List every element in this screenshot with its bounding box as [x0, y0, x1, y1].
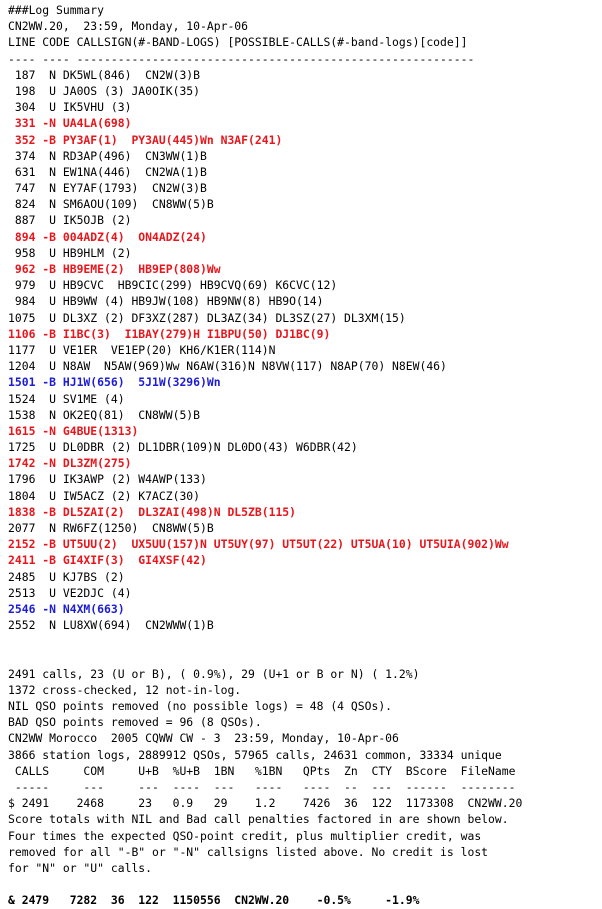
- log-row: 1204 U N8AW N5AW(969)Ww N6AW(316)N N8VW(117) N8AP(70) N8EW(46): [8, 359, 447, 374]
- log-row: 962 -B HB9EME(2) HB9EP(808)Ww: [8, 262, 221, 276]
- log-row: 958 U HB9HLM (2): [8, 245, 132, 260]
- summary-bad-points: BAD QSO points removed = 96 (8 QSOs).: [8, 715, 262, 730]
- stats-rule: ----- --- --- ---- --- ---- ---- -- --- ------ --------: [8, 780, 516, 794]
- log-row: 1796 U IK3AWP (2) W4AWP(133): [8, 472, 207, 487]
- note-line: Score totals with NIL and Bad call penalties factored in are shown below.: [8, 812, 509, 827]
- log-row: 2485 U KJ7BS (2): [8, 569, 125, 584]
- note-line: Four times the expected QSO-point credit, plus multiplier credit, was: [8, 828, 482, 843]
- spacer: [8, 876, 522, 892]
- log-row: 2152 -B UT5UU(2) UX5UU(157)N UT5UY(97) UT5UT(22) UT5UA(10) UT5UIA(902)Ww: [8, 537, 509, 552]
- spacer: [8, 633, 522, 649]
- log-row: 979 U HB9CVC HB9CIC(299) HB9CVQ(69) K6CVC(12): [8, 278, 338, 293]
- log-row: 187 N DK5WL(846) CN2W(3)B: [8, 67, 201, 82]
- log-row: 1538 N OK2EQ(81) CN8WW(5)B: [8, 407, 201, 422]
- log-row: 1106 -B I1BC(3) I1BAY(279)H I1BPU(50) DJ1BC(9): [8, 326, 331, 341]
- summary-station-info: CN2WW Morocco 2005 CQWW CW - 3 23:59, Monday, 10-Apr-06: [8, 731, 399, 746]
- spacer: [8, 650, 522, 666]
- report-title: ###Log Summary: [8, 3, 105, 17]
- log-row: 1075 U DL3XZ (2) DF3XZ(287) DL3AZ(34) DL3SZ(27) DL3XM(15): [8, 310, 406, 325]
- log-row: 1615 -N G4BUE(1313): [8, 423, 139, 438]
- stats-header: CALLS COM U+B %U+B 1BN %1BN QPts Zn CTY BScore FileName: [8, 763, 516, 778]
- log-row: 2077 N RW6FZ(1250) CN8WW(5)B: [8, 521, 214, 535]
- summary-station-logs: 3866 station logs, 2889912 QSOs, 57965 calls, 24631 common, 33334 unique: [8, 747, 502, 762]
- log-row: 1804 U IW5ACZ (2) K7ACZ(30): [8, 488, 201, 503]
- note-line: removed for all "-B" or "-N" callsigns listed above. No credit is lost: [8, 844, 489, 859]
- summary-cross-checked: 1372 cross-checked, 12 not-in-log.: [8, 682, 242, 697]
- log-row: 747 N EY7AF(1793) CN2W(3)B: [8, 181, 207, 196]
- column-header: LINE CODE CALLSIGN(#-BAND-LOGS) [POSSIBLE-CALLS(#-band-logs)[code]]: [8, 35, 468, 50]
- log-row: 1725 U DL0DBR (2) DL1DBR(109)N DL0DO(43) W6DBR(42): [8, 440, 358, 455]
- summary-nil-points: NIL QSO points removed (no possible logs) = 48 (4 QSOs).: [8, 699, 393, 714]
- header-rule: ---- ---- ----------------------------------------------------------: [8, 51, 475, 66]
- stats-row: $ 2491 2468 23 0.9 29 1.2 7426 36 122 1173308 CN2WW.20: [8, 796, 523, 811]
- log-row: 1524 U SV1ME (4): [8, 391, 125, 406]
- summary-calls: 2491 calls, 23 (U or B), ( 0.9%), 29 (U+1 or B or N) ( 1.2%): [8, 666, 420, 681]
- log-row: 198 U JA0OS (3) JA0OIK(35): [8, 83, 201, 98]
- log-row: 2411 -B GI4XIF(3) GI4XSF(42): [8, 553, 207, 568]
- log-row: 374 N RD3AP(496) CN3WW(1)B: [8, 148, 207, 163]
- log-row: 824 N SM6AOU(109) CN8WW(5)B: [8, 197, 214, 212]
- log-row: 894 -B 004ADZ(4) ON4ADZ(24): [8, 229, 207, 244]
- log-row: 304 U IK5VHU (3): [8, 100, 132, 115]
- log-row: 2552 N LU8XW(694) CN2WWW(1)B: [8, 618, 214, 633]
- log-row: 2546 -N N4XM(663): [8, 601, 125, 616]
- note-line: for "N" or "U" calls.: [8, 860, 153, 875]
- report-subtitle: CN2WW.20, 23:59, Monday, 10-Apr-06: [8, 19, 249, 34]
- log-row: 631 N EW1NA(446) CN2WA(1)B: [8, 164, 207, 179]
- log-row: 984 U HB9WW (4) HB9JW(108) HB9NW(8) HB9O(14): [8, 294, 324, 309]
- log-row: 331 -N UA4LA(698): [8, 116, 132, 131]
- log-row: 352 -B PY3AF(1) PY3AU(445)Wn N3AF(241): [8, 132, 283, 147]
- log-summary-report: [8, 2, 522, 909]
- log-row: 2513 U VE2DJC (4): [8, 585, 132, 600]
- log-row: 1177 U VE1ER VE1EP(20) KH6/K1ER(114)N: [8, 342, 276, 357]
- final-score-line: & 2479 7282 36 122 1150556 CN2WW.20 -0.5% -1.9%: [8, 893, 420, 908]
- log-row: 1838 -B DL5ZAI(2) DL3ZAI(498)N DL5ZB(115): [8, 504, 297, 519]
- log-row: 1501 -B HJ1W(656) 5J1W(3296)Wn: [8, 375, 221, 390]
- log-row: 1742 -N DL3ZM(275): [8, 456, 132, 471]
- log-row: 887 U IK5OJB (2): [8, 213, 132, 228]
